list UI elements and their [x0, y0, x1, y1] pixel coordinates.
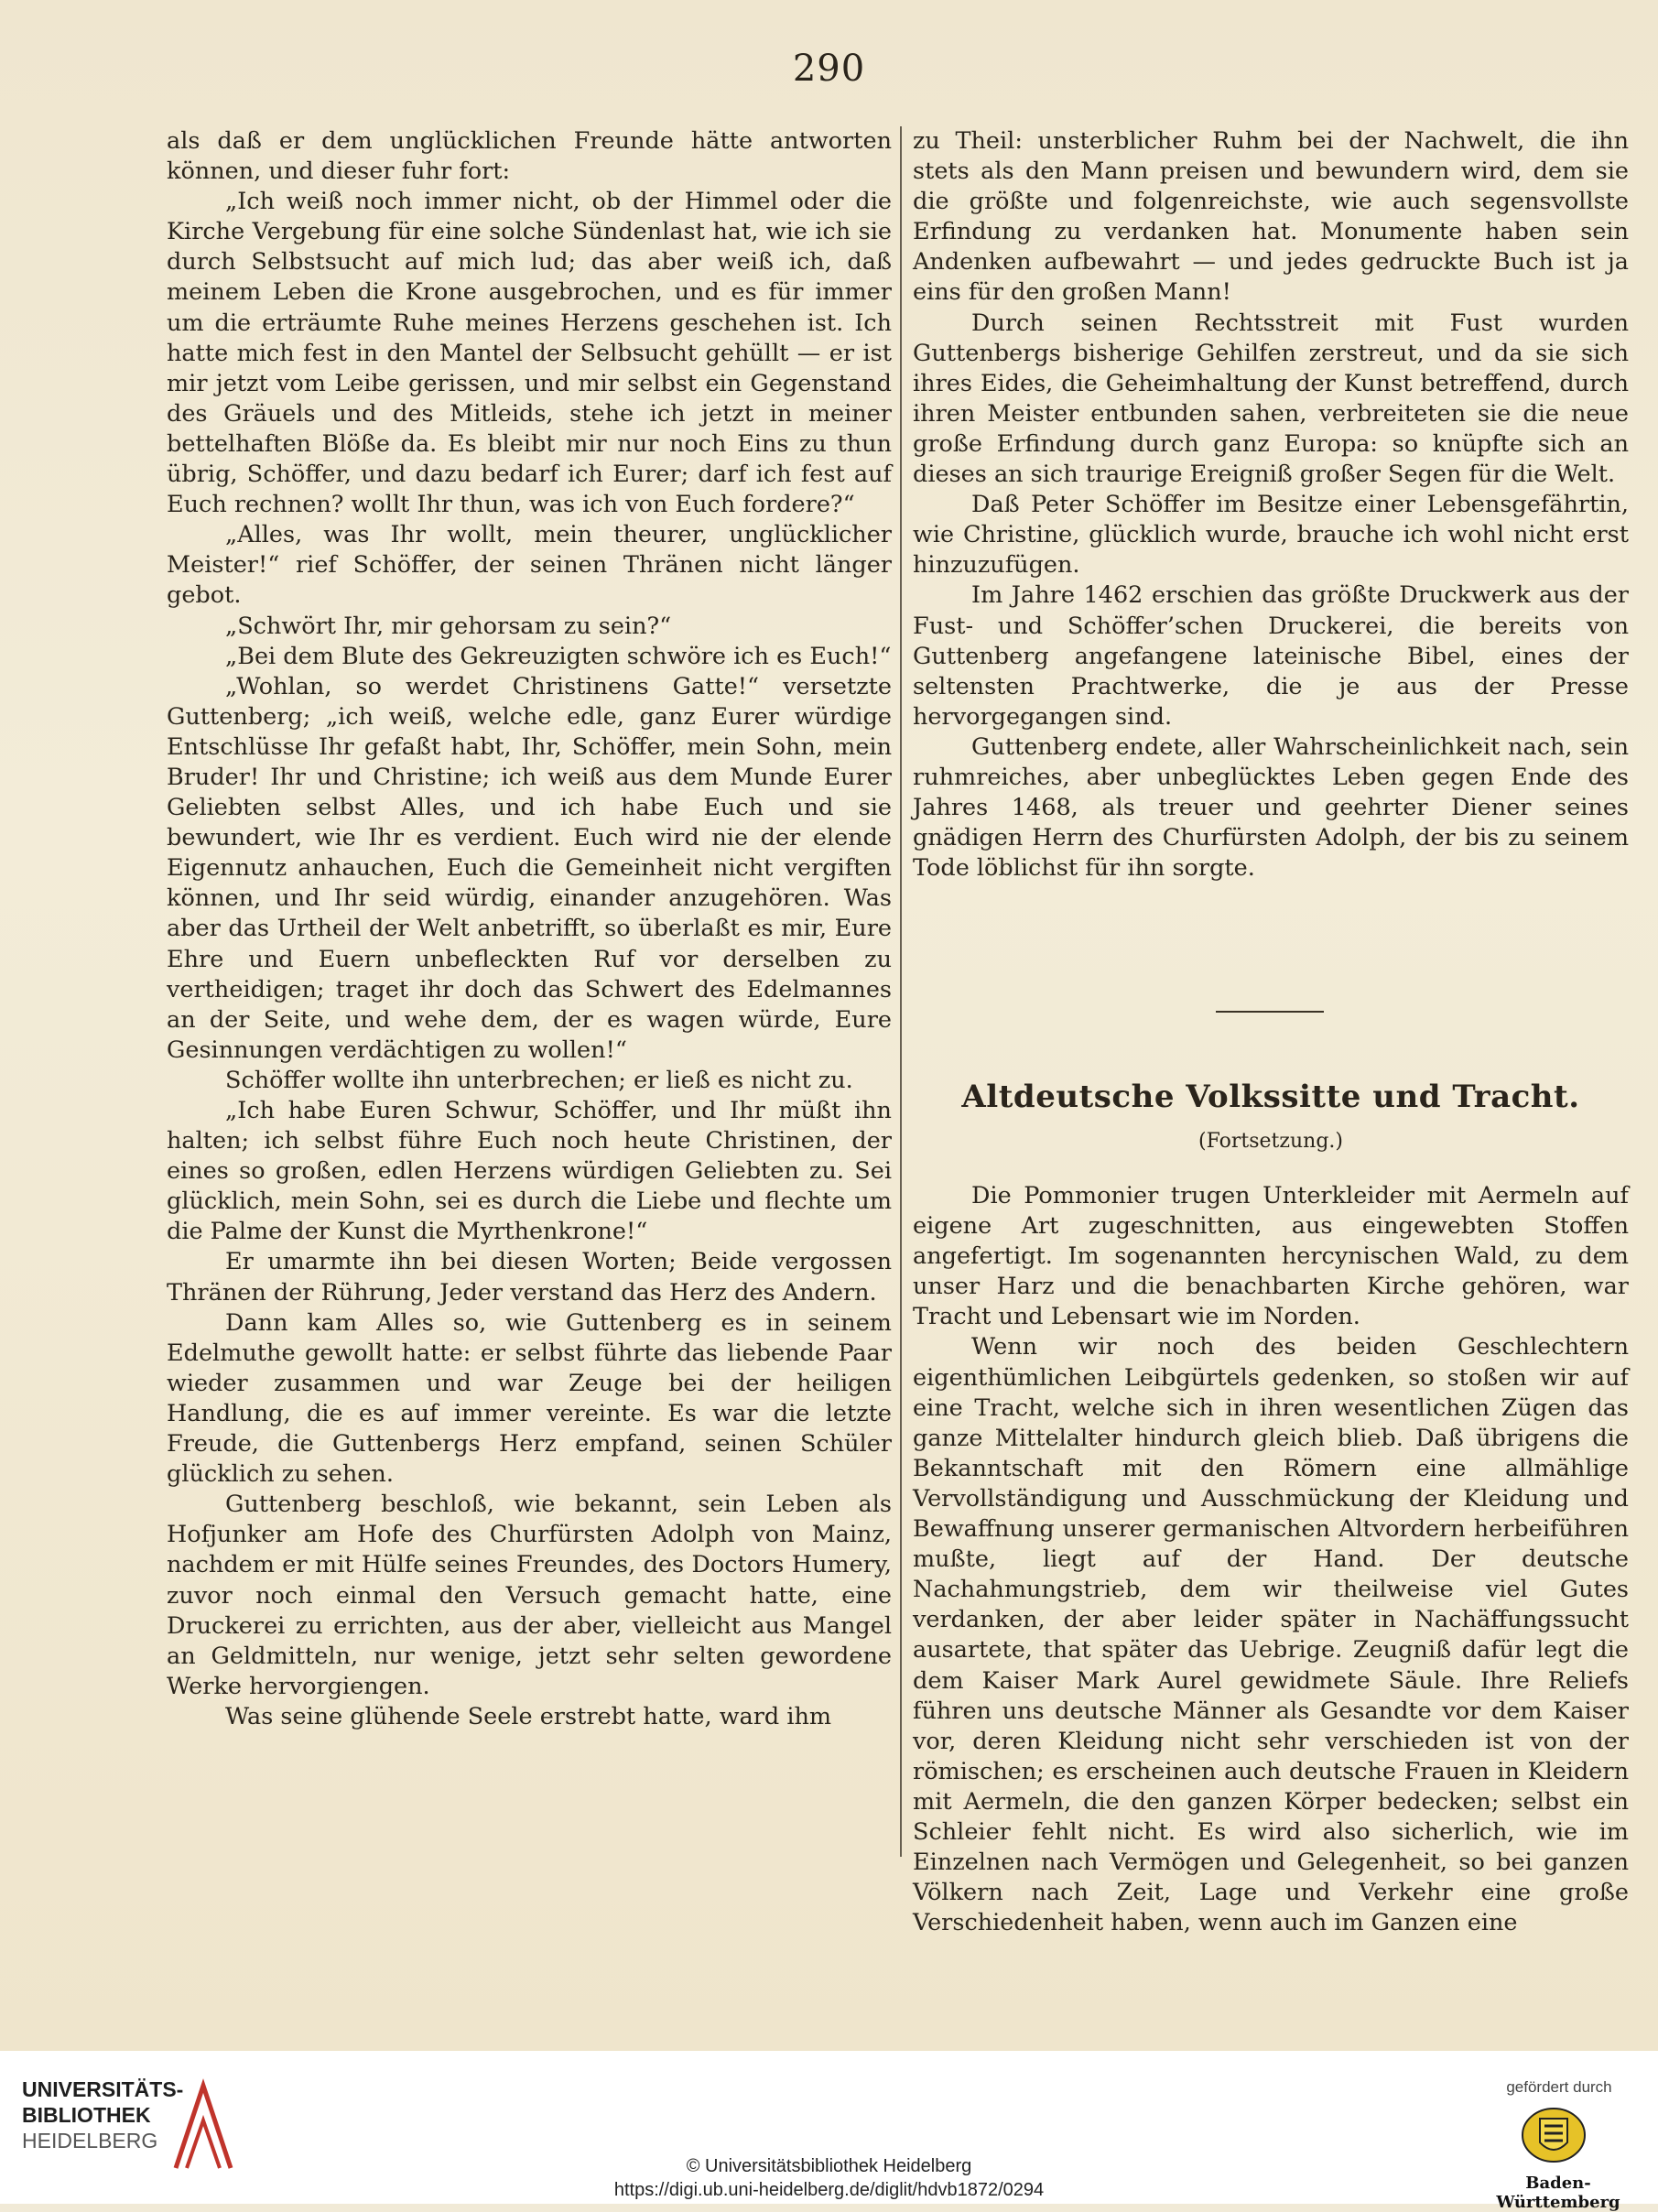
left-column-paragraph: „Wohlan, so werdet Christinens Gatte!“ versetzte Guttenberg; „ich weiß, welche edle, ganz Eurer würdige Entschlüsse Ihr gefaßt habt, Ihr, Schöffer, mein Sohn, mein Bruder! Ihr und Christine; ich weiß aus dem Munde Eurer Geliebten selbst Alles, und ich habe Euch und sie bewundert, wie Ihr es verdient. Euch wird nie der elende Eigennutz anhauchen, Euch die Gemeinheit nicht vergiften können, und Ihr seid würdig, einander anzugehören. Was aber das Urtheil der Welt anbetrifft, so überlaßt es mir, Eure Ehre und Euern unbefleckten Ruf vor derselben zu vertheidigen; traget ihr doch das Schwert des Edelmannes an der Seite, und wehe dem, der es wagen würde, Eure Gesinnungen verdächtigen zu wollen!“	[167, 672, 892, 1064]
left-column-paragraph: „Bei dem Blute des Gekreuzigten schwöre ich es Euch!“	[225, 642, 892, 670]
column-divider	[900, 126, 902, 1857]
left-column-paragraph: „Ich habe Euren Schwur, Schöffer, und Ihr müßt ihn halten; ich selbst führe Euch noch heute Christinen, der eines so großen, edlen Herzens würdigen Geliebten zu. Sei glücklich, mein Sohn, sei es durch die Liebe und flechte um die Palme der Kunst die Myrthenkrone!“	[167, 1097, 892, 1246]
left-column-paragraph: Schöffer wollte ihn unterbrechen; er ließ es nicht zu.	[225, 1066, 853, 1094]
right-column-paragraph: zu Theil: unsterblicher Ruhm bei der Nachwelt, die ihn stets als den Mann preisen und bewundern wird, dem sie die größte und folgenreichste, wie auch segensvollste Erfindung zu verdanken hat. Monumente haben sein Andenken aufbewahrt — und jedes gedruckte Buch ist ja eins für den großen Mann!	[913, 127, 1629, 307]
section-title: Altdeutsche Volkssitte und Tracht.	[961, 1079, 1580, 1115]
funder-name: Baden-Württemberg	[1496, 2174, 1620, 2212]
right-column-paragraph: Daß Peter Schöffer im Besitze einer Lebensgefährtin, wie Christine, glücklich wurde, brauche ich wohl nicht erst hinzuzufügen.	[913, 491, 1629, 580]
library-name-line2: BIBLIOTHEK	[22, 2103, 151, 2127]
left-column-paragraph: Er umarmte ihn bei diesen Worten; Beide vergossen Thränen der Rührung, Jeder verstand das Herz des Andern.	[167, 1248, 892, 1307]
source-url[interactable]: https://digi.ub.uni-heidelberg.de/diglit/hdvb1872/0294	[613, 2180, 1045, 2200]
funded-by-label: gefördert durch	[1506, 2078, 1612, 2096]
baden-wuerttemberg-seal-icon	[1520, 2106, 1588, 2164]
left-column-paragraph: Was seine glühende Seele erstrebt hatte, ward ihm	[225, 1702, 832, 1730]
library-name-line1: UNIVERSITÄTS-	[22, 2077, 184, 2101]
section-separator-rule	[1216, 1011, 1324, 1013]
left-column-paragraph: „Ich weiß noch immer nicht, ob der Himmel oder die Kirche Vergebung für eine solche Sündenlast hat, wie ich sie durch Selbstsucht auf mich lud; das aber weiß ich, daß meinem Leben die Krone ausgebrochen, und es für immer um die erträumte Ruhe meines Herzens geschehen ist. Ich hatte mich fest in den Mantel der Selbsucht gehüllt — er ist mir jetzt vom Leibe gerissen, und mir selbst ein Gegenstand des Gräuels und des Mitleids, stehe ich jetzt in meiner bettelhaften Blöße da. Es bleibt mir nur noch Eins zu thun übrig, Schöffer, und dazu bedarf ich Eurer; darf ich fest auf Euch rechnen? wollt Ihr thun, was ich von Euch fordere?“	[167, 188, 892, 519]
library-name	[22, 2076, 184, 2153]
left-column-paragraph: als daß er dem unglücklichen Freunde hätte antworten können, und dieser fuhr fort:	[167, 127, 892, 186]
left-column-paragraph: „Schwört Ihr, mir gehorsam zu sein?“	[225, 612, 672, 640]
page-number: 290	[792, 48, 866, 90]
left-column	[167, 126, 892, 1732]
right-column-top	[913, 126, 1629, 884]
section-paragraph: Wenn wir noch des beiden Geschlechtern eigenthümlichen Leibgürtels gedenken, so stoßen wir auf eine Tracht, welche sich in ihren wesentlichen Zügen das ganze Mittelalter hindurch gleich blieb. Daß übrigens die Bekanntschaft mit den Römern eine allmählige Vervollständigung und Ausschmückung der Kleidung und Bewaffnung unserer germanischen Altvordern herbeiführen mußte, liegt auf der Hand. Der deutsche Nachahmungstrieb, dem wir theilweise viel Gutes verdanken, der aber leider später in Nachäffungssucht ausartete, that später das Uebrige. Zeugniß dafür legt die dem Kaiser Mark Aurel gewidmete Säule. Ihre Reliefs führen uns deutsche Männer als Gesandte vor dem Kaiser vor, deren Kleidung nicht sehr verschieden ist von der römischen; es erscheinen auch deutsche Frauen in Kleidern mit Aermeln, die den ganzen Körper bedecken; selbst ein Schleier fehlt nicht. Es wird also sicherlich, wie im Einzelnen nach Vermögen und Gelegenheit, so bei ganzen Völkern nach Zeit, Lage und Verkehr eine große Verschiedenheit haben, wenn auch im Ganzen eine	[913, 1333, 1629, 1937]
left-column-paragraph: Dann kam Alles so, wie Guttenberg es in seinem Edelmuthe gewollt hatte: er selbst führte das liebende Paar wieder zusammen und war Zeuge bei der heiligen Handlung, die es auf immer vereinte. Es war die letzte Freude, die Guttenbergs Herz empfand, seinen Schüler glücklich zu sehen.	[167, 1308, 892, 1489]
right-column-paragraph: Durch seinen Rechtsstreit mit Fust wurden Guttenbergs bisherige Gehilfen zerstreut, und da sie sich ihres Eides, die Geheimhaltung der Kunst betreffend, durch ihren Meister entbunden sahen, verbreiteten sie die neue große Erfindung durch ganz Europa: so knüpfte sich an dieses an sich traurige Ereigniß großer Segen für die Welt.	[913, 309, 1629, 489]
right-column-bottom	[913, 1181, 1629, 1938]
right-column-paragraph: Guttenberg endete, aller Wahrscheinlichkeit nach, sein ruhmreiches, aber unbeglücktes Leben gegen Ende des Jahres 1468, als treuer und geehrter Diener seines gnädigen Herrn des Churfürsten Adolph, der bis zu seinem Tode löblichst für ihn sorgte.	[913, 732, 1629, 883]
right-column-paragraph: Im Jahre 1462 erschien das größte Druckwerk aus der Fust- und Schöffer’schen Druckerei, die bereits von Guttenberg angefangene lateinische Bibel, eines der seltensten Prachtwerke, die je aus der Presse hervorgegangen sind.	[913, 581, 1629, 731]
copyright-notice: © Universitätsbibliothek Heidelberg	[686, 2156, 972, 2176]
left-column-paragraph: „Alles, was Ihr wollt, mein theurer, unglücklicher Meister!“ rief Schöffer, der seinen Thränen nicht länger gebot.	[167, 521, 892, 610]
section-subtitle: (Fortsetzung.)	[1198, 1130, 1343, 1153]
section-paragraph: Die Pommonier trugen Unterkleider mit Aermeln auf eigene Art zugeschnitten, aus eingewebten Stoffen angefertigt. Im sogenannten hercynischen Wald, zu dem unser Harz und die benachbarten Kirche gehören, war Tracht und Lebensart wie im Norden.	[913, 1182, 1629, 1331]
library-name-line3: HEIDELBERG	[22, 2129, 158, 2152]
left-column-paragraph: Guttenberg beschloß, wie bekannt, sein Leben als Hofjunker am Hofe des Churfürsten Adolph von Mainz, nachdem er mit Hülfe seines Freundes, des Doctors Humery, zuvor noch einmal den Versuch gemacht hatte, eine Druckerei zu errichten, aus der aber, vielleicht aus Mangel an Geldmitteln, nur wenige, jetzt sehr selten gewordene Werke hervorgiengen.	[167, 1491, 892, 1700]
